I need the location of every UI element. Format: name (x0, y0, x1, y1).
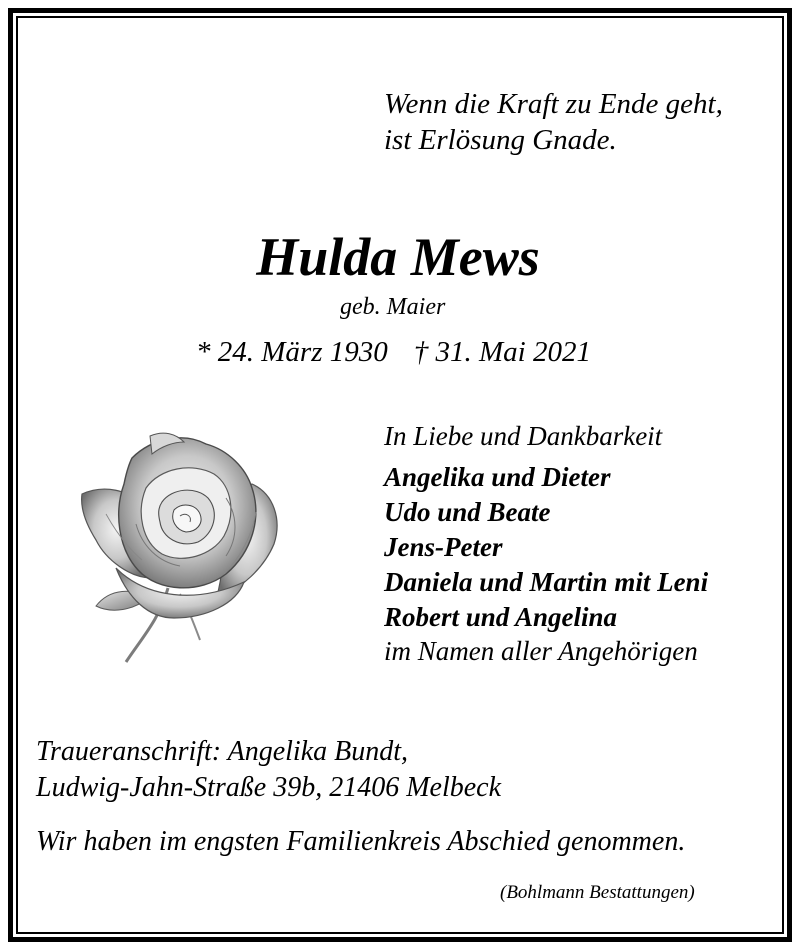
farewell-note: Wir haben im engsten Familienkreis Abschied genommen. (36, 826, 686, 857)
mourner-name: Udo und Beate (384, 497, 551, 527)
maiden-name: geb. Maier (340, 294, 446, 320)
mourner-name: Jens-Peter (384, 532, 503, 562)
quote-line-2: ist Erlösung Gnade. (384, 124, 617, 156)
mourner-name: Robert und Angelina (384, 602, 618, 632)
death-date: † 31. Mai 2021 (413, 336, 591, 368)
mourner-name: Daniela und Martin mit Leni (384, 567, 709, 597)
mourners-footer: im Namen aller Angehörigen (384, 636, 698, 666)
mourning-address (36, 734, 501, 806)
quote-line-1: Wenn die Kraft zu Ende geht, (384, 88, 723, 120)
rose-illustration (76, 428, 288, 664)
thanks-line: In Liebe und Dankbarkeit (384, 421, 663, 451)
deceased-name-text: Hulda Mews (256, 227, 540, 287)
memorial-quote (384, 86, 723, 158)
mourners-list (384, 460, 708, 635)
undertaker-credit: (Bohlmann Bestattungen) (500, 882, 695, 903)
deceased-name (0, 226, 800, 288)
birth-date: * 24. März 1930 (196, 336, 388, 368)
address-line-1: Traueranschrift: Angelika Bundt, (36, 736, 409, 767)
address-line-2: Ludwig-Jahn-Straße 39b, 21406 Melbeck (36, 772, 502, 803)
mourner-name: Angelika und Dieter (384, 462, 611, 492)
life-dates (196, 336, 591, 369)
